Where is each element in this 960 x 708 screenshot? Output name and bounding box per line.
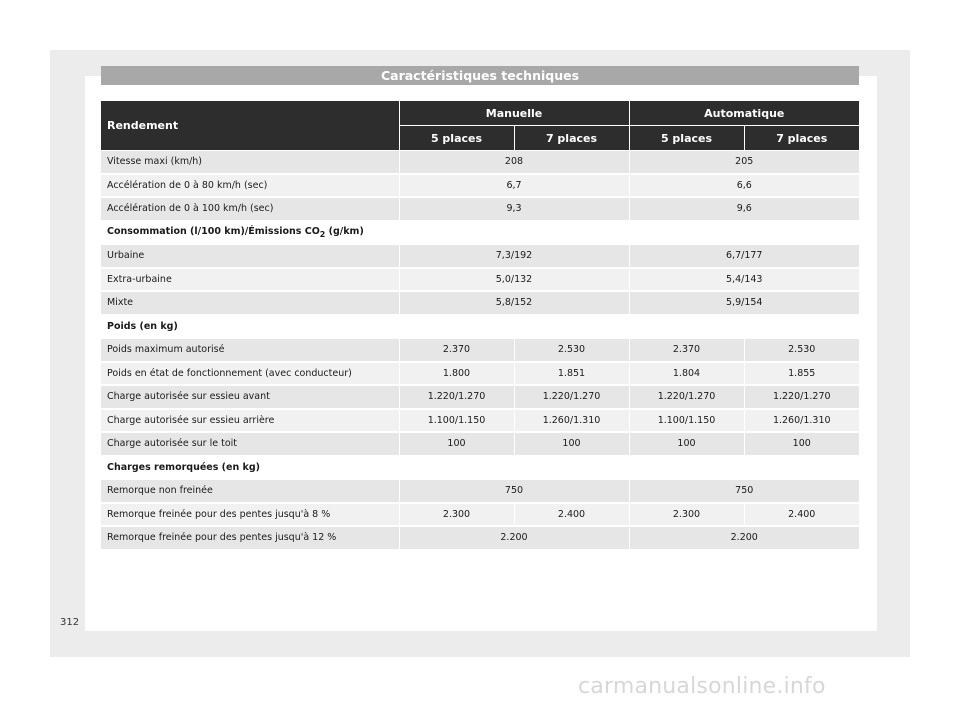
table-row <box>101 503 859 527</box>
cell-value: 6,7 <box>399 174 629 198</box>
section-row-poids <box>101 315 859 339</box>
cell-value: 100 <box>514 432 629 456</box>
header-rendement: Rendement <box>101 101 399 151</box>
table-row <box>101 174 859 198</box>
cell-value: 5,4/143 <box>629 268 859 292</box>
cell-value: 9,6 <box>629 197 859 221</box>
cell-value: 1.260/1.310 <box>744 409 859 433</box>
cell-value: 100 <box>629 432 744 456</box>
section-label-main: Consommation (l/100 km)/Émissions CO <box>107 225 320 237</box>
table-row <box>101 338 859 362</box>
header-seats-manuelle-5: 5 places <box>399 126 514 151</box>
cell-value: 1.800 <box>399 362 514 386</box>
table-row <box>101 432 859 456</box>
table-row <box>101 479 859 503</box>
cell-value: 5,8/152 <box>399 291 629 315</box>
cell-value: 2.530 <box>514 338 629 362</box>
cell-value: 5,0/132 <box>399 268 629 292</box>
section-row-charges <box>101 456 859 480</box>
row-label: Accélération de 0 à 100 km/h (sec) <box>101 197 399 221</box>
table-row <box>101 151 859 174</box>
cell-value: 9,3 <box>399 197 629 221</box>
table-row <box>101 362 859 386</box>
cell-value: 1.855 <box>744 362 859 386</box>
table-row <box>101 268 859 292</box>
row-label: Remorque freinée pour des pentes jusqu'à 12 % <box>101 526 399 550</box>
cell-value: 208 <box>399 151 629 174</box>
row-label: Mixte <box>101 291 399 315</box>
row-label: Poids en état de fonctionnement (avec conducteur) <box>101 362 399 386</box>
cell-value: 6,6 <box>629 174 859 198</box>
header-seats-auto-7: 7 places <box>744 126 859 151</box>
section-label <box>101 221 859 245</box>
cell-value: 7,3/192 <box>399 244 629 268</box>
table-row <box>101 291 859 315</box>
cell-value: 1.100/1.150 <box>629 409 744 433</box>
co2-subscript: 2 <box>319 229 326 239</box>
row-label: Vitesse maxi (km/h) <box>101 151 399 174</box>
row-label: Charge autorisée sur essieu avant <box>101 385 399 409</box>
table-row <box>101 409 859 433</box>
row-label: Poids maximum autorisé <box>101 338 399 362</box>
watermark-text: carmanualsonline.info <box>578 674 826 699</box>
section-label-end: (g/km) <box>325 225 364 237</box>
cell-value: 1.220/1.270 <box>399 385 514 409</box>
cell-value: 2.400 <box>514 503 629 527</box>
row-label: Remorque freinée pour des pentes jusqu'à 8 % <box>101 503 399 527</box>
cell-value: 5,9/154 <box>629 291 859 315</box>
header-automatique: Automatique <box>629 101 859 126</box>
table-row <box>101 244 859 268</box>
header-seats-auto-5: 5 places <box>629 126 744 151</box>
cell-value: 1.260/1.310 <box>514 409 629 433</box>
cell-value: 2.200 <box>399 526 629 550</box>
cell-value: 100 <box>744 432 859 456</box>
cell-value: 2.300 <box>399 503 514 527</box>
row-label: Charge autorisée sur le toit <box>101 432 399 456</box>
cell-value: 1.220/1.270 <box>744 385 859 409</box>
cell-value: 100 <box>399 432 514 456</box>
cell-value: 1.100/1.150 <box>399 409 514 433</box>
cell-value: 2.400 <box>744 503 859 527</box>
header-manuelle: Manuelle <box>399 101 629 126</box>
cell-value: 1.851 <box>514 362 629 386</box>
cell-value: 1.804 <box>629 362 744 386</box>
cell-value: 1.220/1.270 <box>514 385 629 409</box>
row-label: Extra-urbaine <box>101 268 399 292</box>
table-row <box>101 385 859 409</box>
section-label: Poids (en kg) <box>101 315 859 339</box>
cell-value: 750 <box>629 479 859 503</box>
cell-value: 2.370 <box>629 338 744 362</box>
cell-value: 205 <box>629 151 859 174</box>
page-title: Caractéristiques techniques <box>101 66 859 85</box>
cell-value: 6,7/177 <box>629 244 859 268</box>
table-row <box>101 526 859 550</box>
cell-value: 750 <box>399 479 629 503</box>
cell-value: 2.370 <box>399 338 514 362</box>
page-number: 312 <box>60 617 80 628</box>
row-label: Urbaine <box>101 244 399 268</box>
table-row <box>101 197 859 221</box>
cell-value: 1.220/1.270 <box>629 385 744 409</box>
row-label: Charge autorisée sur essieu arrière <box>101 409 399 433</box>
cell-value: 2.200 <box>629 526 859 550</box>
section-label: Charges remorquées (en kg) <box>101 456 859 480</box>
cell-value: 2.530 <box>744 338 859 362</box>
header-seats-manuelle-7: 7 places <box>514 126 629 151</box>
row-label: Remorque non freinée <box>101 479 399 503</box>
row-label: Accélération de 0 à 80 km/h (sec) <box>101 174 399 198</box>
spec-table <box>101 101 859 551</box>
cell-value: 2.300 <box>629 503 744 527</box>
section-row-consommation <box>101 221 859 245</box>
